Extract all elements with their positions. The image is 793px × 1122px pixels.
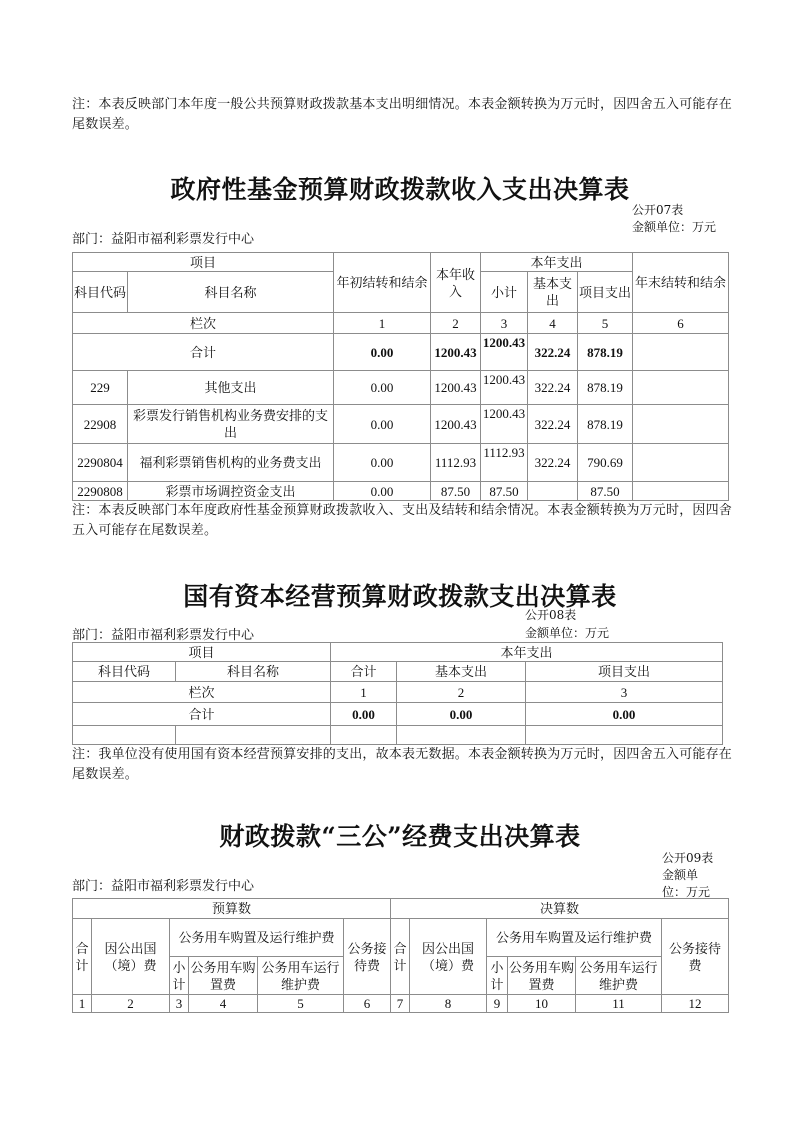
row-end — [633, 405, 729, 444]
header-basic: 基本支出 — [528, 272, 578, 313]
row-income: 1200.43 — [431, 371, 481, 405]
header-basic: 基本支出 — [397, 662, 526, 682]
row-basic: 322.24 — [528, 444, 578, 482]
row-basic — [528, 482, 578, 501]
row-subtotal: 1200.43 — [481, 405, 528, 444]
header-subject-name: 科目名称 — [128, 272, 334, 313]
row-end — [633, 371, 729, 405]
row-code: 22908 — [73, 405, 128, 444]
header-project-exp: 项目支出 — [578, 272, 633, 313]
final-subtotal: 小计 — [487, 957, 508, 995]
row-income: 1112.93 — [431, 444, 481, 482]
table-row — [73, 371, 729, 405]
header-expense: 本年支出 — [481, 253, 633, 272]
total-basic: 0.00 — [397, 703, 526, 726]
col-num: 4 — [528, 313, 578, 334]
col-num: 6 — [633, 313, 729, 334]
row-subtotal: 87.50 — [481, 482, 528, 501]
table08 — [72, 642, 723, 745]
row-end — [633, 482, 729, 501]
table09 — [72, 898, 729, 1013]
col-num: 7 — [391, 995, 410, 1013]
row-begin: 0.00 — [334, 444, 431, 482]
total-basic: 322.24 — [528, 334, 578, 371]
row-name: 其他支出 — [128, 371, 334, 405]
col-num: 1 — [334, 313, 431, 334]
header-subject-code: 科目代码 — [73, 272, 128, 313]
col-num: 4 — [189, 995, 258, 1013]
col-num: 3 — [481, 313, 528, 334]
row-name: 福利彩票销售机构的业务费支出 — [128, 444, 334, 482]
table08-code: 公开08表 — [525, 608, 577, 622]
budget-vehicle: 公务用车购置及运行维护费 — [170, 919, 344, 957]
row-project: 87.50 — [578, 482, 633, 501]
final-total: 合计 — [391, 919, 410, 995]
budget-abroad: 因公出国（境）费 — [92, 919, 170, 995]
header-expense: 本年支出 — [331, 643, 723, 662]
empty-cell — [397, 726, 526, 745]
table07-title: 政府性基金预算财政拨款收入支出决算表 — [170, 175, 630, 204]
col-num: 10 — [508, 995, 576, 1013]
header-column-no: 栏次 — [73, 313, 334, 334]
header-subtotal: 小计 — [481, 272, 528, 313]
total-subtotal: 1200.43 — [481, 334, 528, 371]
col-num: 2 — [92, 995, 170, 1013]
table08-title: 国有资本经营预算财政拨款支出决算表 — [183, 582, 617, 611]
final-vehicle-buy: 公务用车购置费 — [508, 957, 576, 995]
table-row — [73, 444, 729, 482]
top-note: 注：本表反映部门本年度一般公共预算财政拨款基本支出明细情况。本表金额转换为万元时，因四舍五入可能存在尾数误差。 — [72, 97, 733, 132]
total-row — [73, 703, 723, 726]
empty-cell — [526, 726, 723, 745]
header-income: 本年收入 — [431, 253, 481, 313]
col-num: 1 — [73, 995, 92, 1013]
table07-code: 公开07表 — [632, 203, 684, 217]
col-num: 6 — [344, 995, 391, 1013]
row-subtotal: 1200.43 — [481, 371, 528, 405]
row-basic: 322.24 — [528, 405, 578, 444]
empty-cell — [331, 726, 397, 745]
table07-department: 部门：益阳市福利彩票发行中心 — [72, 232, 255, 247]
row-name: 彩票发行销售机构业务费安排的支出 — [128, 405, 334, 444]
row-income: 1200.43 — [431, 405, 481, 444]
row-subtotal: 1112.93 — [481, 444, 528, 482]
col-num: 12 — [662, 995, 729, 1013]
row-basic: 322.24 — [528, 371, 578, 405]
table08-note: 注：我单位没有使用国有资本经营预算安排的支出，故本表无数据。本表金额转换为万元时，因四舍五入可能存在尾数误差。 — [72, 747, 733, 782]
table09-code: 公开09表 — [662, 851, 714, 865]
header-subject-name: 科目名称 — [176, 662, 331, 682]
header-project-exp: 项目支出 — [526, 662, 723, 682]
table08-department: 部门：益阳市福利彩票发行中心 — [72, 628, 255, 643]
budget-vehicle-buy: 公务用车购置费 — [189, 957, 258, 995]
col-num: 1 — [331, 682, 397, 703]
final-abroad: 因公出国（境）费 — [410, 919, 487, 995]
row-begin: 0.00 — [334, 371, 431, 405]
header-end-balance: 年末结转和结余 — [633, 253, 729, 313]
col-num: 3 — [170, 995, 189, 1013]
total-total: 0.00 — [331, 703, 397, 726]
row-end — [633, 444, 729, 482]
row-code: 2290804 — [73, 444, 128, 482]
final-vehicle-run: 公务用车运行维护费 — [576, 957, 662, 995]
header-subject-code: 科目代码 — [73, 662, 176, 682]
budget-reception: 公务接待费 — [344, 919, 391, 995]
budget-total: 合计 — [73, 919, 92, 995]
total-label: 合计 — [73, 334, 334, 371]
col-num: 3 — [526, 682, 723, 703]
empty-row — [73, 726, 723, 745]
table09-title: 财政拨款“三公”经费支出决算表 — [219, 822, 581, 851]
budget-subtotal: 小计 — [170, 957, 189, 995]
final-vehicle: 公务用车购置及运行维护费 — [487, 919, 662, 957]
budget-vehicle-run: 公务用车运行维护费 — [258, 957, 344, 995]
table09-department: 部门：益阳市福利彩票发行中心 — [72, 879, 255, 894]
row-begin: 0.00 — [334, 482, 431, 501]
table07-unit: 金额单位：万元 — [632, 220, 717, 234]
header-begin-balance: 年初结转和结余 — [334, 253, 431, 313]
table-row — [73, 482, 729, 501]
row-code: 2290808 — [73, 482, 128, 501]
header-total: 合计 — [331, 662, 397, 682]
table07 — [72, 252, 729, 501]
col-num: 5 — [258, 995, 344, 1013]
col-num: 8 — [410, 995, 487, 1013]
row-income: 87.50 — [431, 482, 481, 501]
total-begin: 0.00 — [334, 334, 431, 371]
col-num: 2 — [431, 313, 481, 334]
total-row — [73, 334, 729, 371]
empty-cell — [73, 726, 176, 745]
total-label: 合计 — [73, 703, 331, 726]
header-project: 项目 — [73, 643, 331, 662]
row-code: 229 — [73, 371, 128, 405]
total-project: 878.19 — [578, 334, 633, 371]
header-column-no: 栏次 — [73, 682, 331, 703]
row-project: 878.19 — [578, 371, 633, 405]
total-income: 1200.43 — [431, 334, 481, 371]
final-reception: 公务接待费 — [662, 919, 729, 995]
table07-note: 注：本表反映部门本年度政府性基金预算财政拨款收入、支出及结转和结余情况。本表金额转换为万元时，因四舍五入可能存在尾数误差。 — [72, 503, 733, 538]
col-num: 9 — [487, 995, 508, 1013]
row-project: 878.19 — [578, 405, 633, 444]
row-project: 790.69 — [578, 444, 633, 482]
table08-unit: 金额单位：万元 — [525, 626, 610, 640]
table-row — [73, 405, 729, 444]
col-num: 11 — [576, 995, 662, 1013]
header-project: 项目 — [73, 253, 334, 272]
empty-cell — [176, 726, 331, 745]
total-end — [633, 334, 729, 371]
row-begin: 0.00 — [334, 405, 431, 444]
header-final: 决算数 — [391, 899, 729, 919]
col-num: 2 — [397, 682, 526, 703]
header-budget: 预算数 — [73, 899, 391, 919]
row-name: 彩票市场调控资金支出 — [128, 482, 334, 501]
table09-unit: 金额单位：万元 — [662, 868, 711, 899]
col-num: 5 — [578, 313, 633, 334]
total-project: 0.00 — [526, 703, 723, 726]
